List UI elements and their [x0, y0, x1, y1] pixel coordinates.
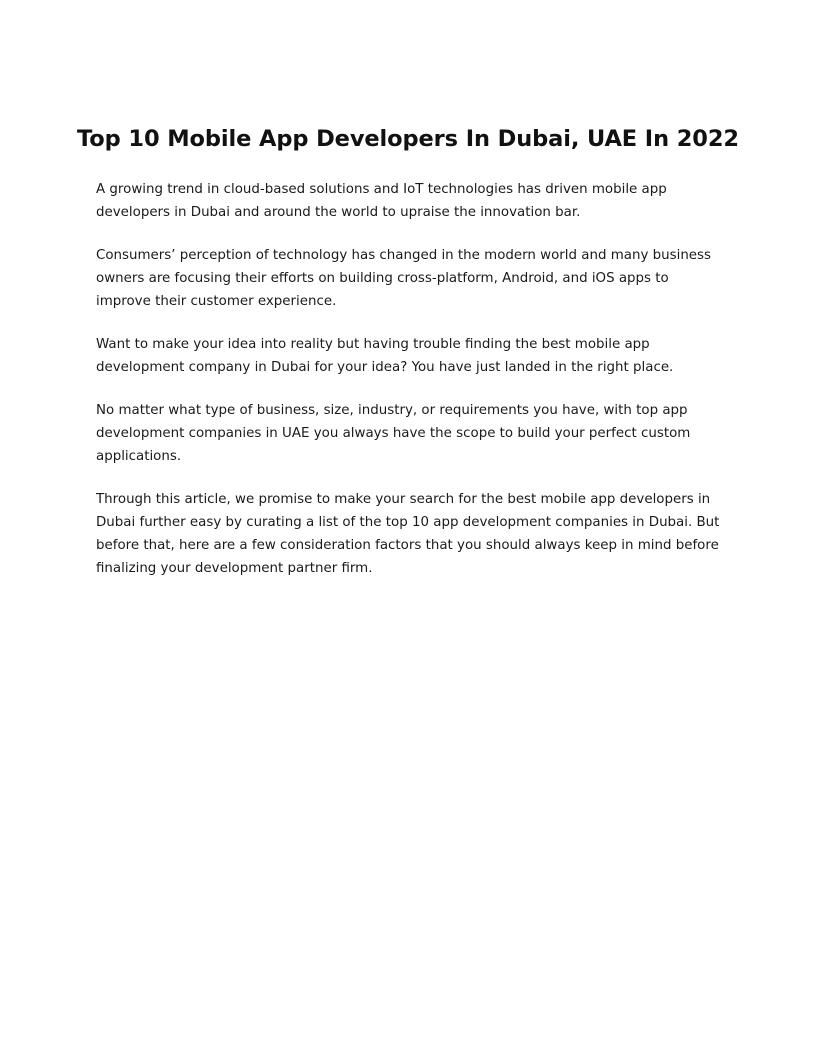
paragraph-idea-reality: Want to make your idea into reality but having trouble finding the best mobile app development company in Dubai for your idea? You have just landed in the right place. [96, 337, 674, 375]
paragraph-consumer-perception: Consumers’ perception of technology has changed in the modern world and many business owners are focusing their efforts on building cross-platform, Android, and iOS apps to improve their customer experience. [96, 248, 712, 309]
document-body [96, 178, 721, 600]
paragraph-intro: A growing trend in cloud-based solutions and IoT technologies has driven mobile app developers in Dubai and around the world to upraise the innovation bar. [96, 182, 667, 220]
paragraph-article-promise: Through this article, we promise to make your search for the best mobile app developers in Dubai further easy by curating a list of the top 10 app development companies in Dubai. But before that, here are a few consideration factors that you should always keep in mind before finalizing your development partner firm. [96, 492, 720, 576]
document-title: Top 10 Mobile App Developers In Dubai, UAE In 2022 [77, 126, 739, 152]
paragraph-business-type: No matter what type of business, size, industry, or requirements you have, with top app development companies in UAE you always have the scope to build your perfect custom applications. [96, 403, 691, 464]
